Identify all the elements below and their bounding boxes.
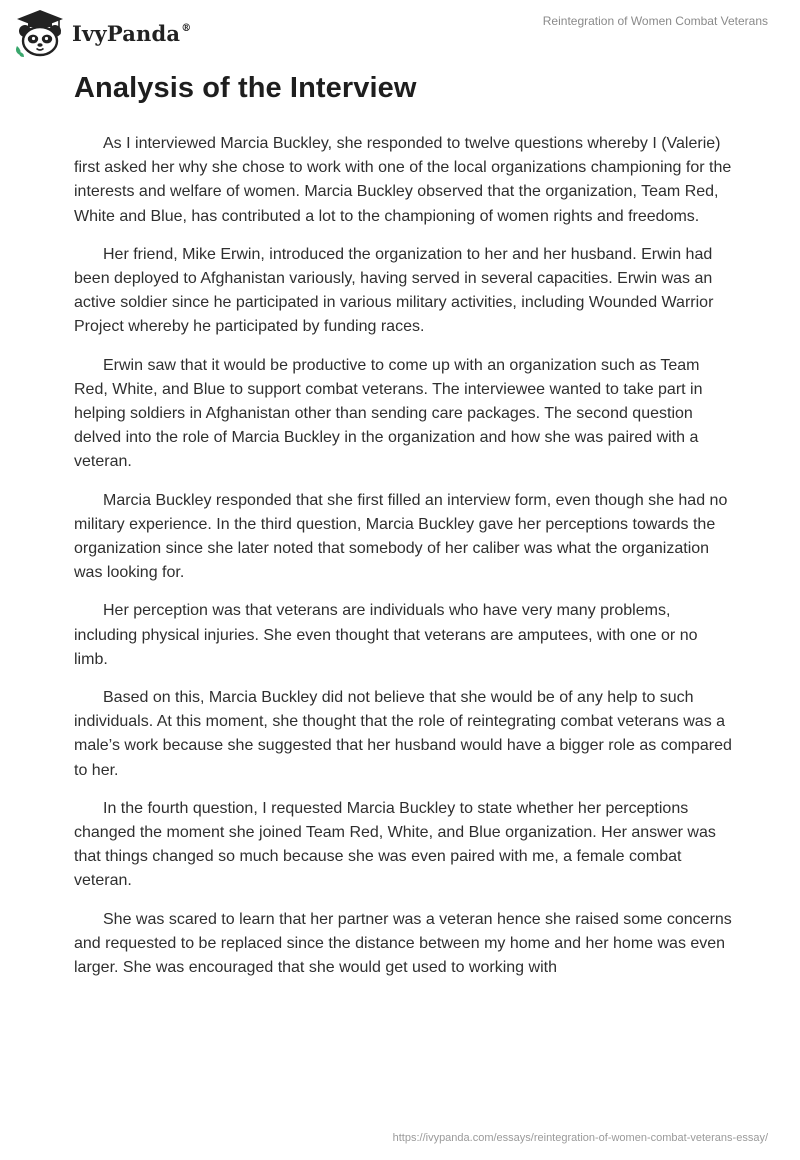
source-url-link[interactable]: https://ivypanda.com/essays/reintegration-of-women-combat-veterans-essay/ [392, 1132, 768, 1144]
paragraph: As I interviewed Marcia Buckley, she responded to twelve questions whereby I (Valerie) first asked her why she chose to work with one of the local organizations championing for the interests and welfare of women. Marcia Buckley observed that the organization, Team Red, White and Blue, has contributed a lot to the championing of women rights and freedoms. [74, 135, 732, 225]
section-heading: Analysis of the Interview [74, 72, 417, 104]
article-body [74, 132, 734, 994]
paragraph: Her friend, Mike Erwin, introduced the organization to her and her husband. Erwin had been deployed to Afghanistan variously, having served in several capacities. Erwin was an active soldier since he participated in various military activities, including Wounded Warrior Project whereby he participated by funding races. [74, 245, 714, 336]
ivypanda-logo[interactable] [14, 8, 191, 58]
page-header [0, 0, 800, 70]
paragraph: Based on this, Marcia Buckley did not believe that she would be of any help to such individuals. At this moment, she thought that the role of reintegrating combat veterans was a male’s work because she suggested that her husband would have a bigger role as compared to her. [74, 689, 732, 779]
running-title: Reintegration of Women Combat Veterans [542, 14, 768, 28]
paragraph: In the fourth question, I requested Marcia Buckley to state whether her perceptions changed the moment she joined Team Red, White, and Blue organization. Her answer was that things changed so much because she was even paired with me, a female combat veteran. [74, 799, 716, 890]
logo-wordmark-text: IvyPanda [72, 20, 181, 46]
paragraph: Her perception was that veterans are individuals who have very many problems, including physical injuries. She even thought that veterans are amputees, with one or no limb. [74, 602, 698, 668]
panda-graduate-icon [14, 8, 66, 58]
paragraph: She was scared to learn that her partner was a veteran hence she raised some concerns and requested to be replaced since the distance between my home and her home was even larger. She was encouraged that she would get used to working with [74, 910, 732, 977]
paragraph: Erwin saw that it would be productive to come up with an organization such as Team Red, White, and Blue to support combat veterans. The interviewee wanted to take part in helping soldiers in Afghanistan other than sending care packages. The second question delved into the role of Marcia Buckley in the organization and how she was paired with a veteran. [74, 356, 703, 471]
paragraph: Marcia Buckley responded that she first filled an interview form, even though she had no military experience. In the third question, Marcia Buckley gave her perceptions towards the organization since she later noted that somebody of her caliber was what the organization was looking for. [74, 491, 728, 582]
registered-mark: ® [181, 22, 192, 34]
logo-wordmark [72, 21, 191, 46]
